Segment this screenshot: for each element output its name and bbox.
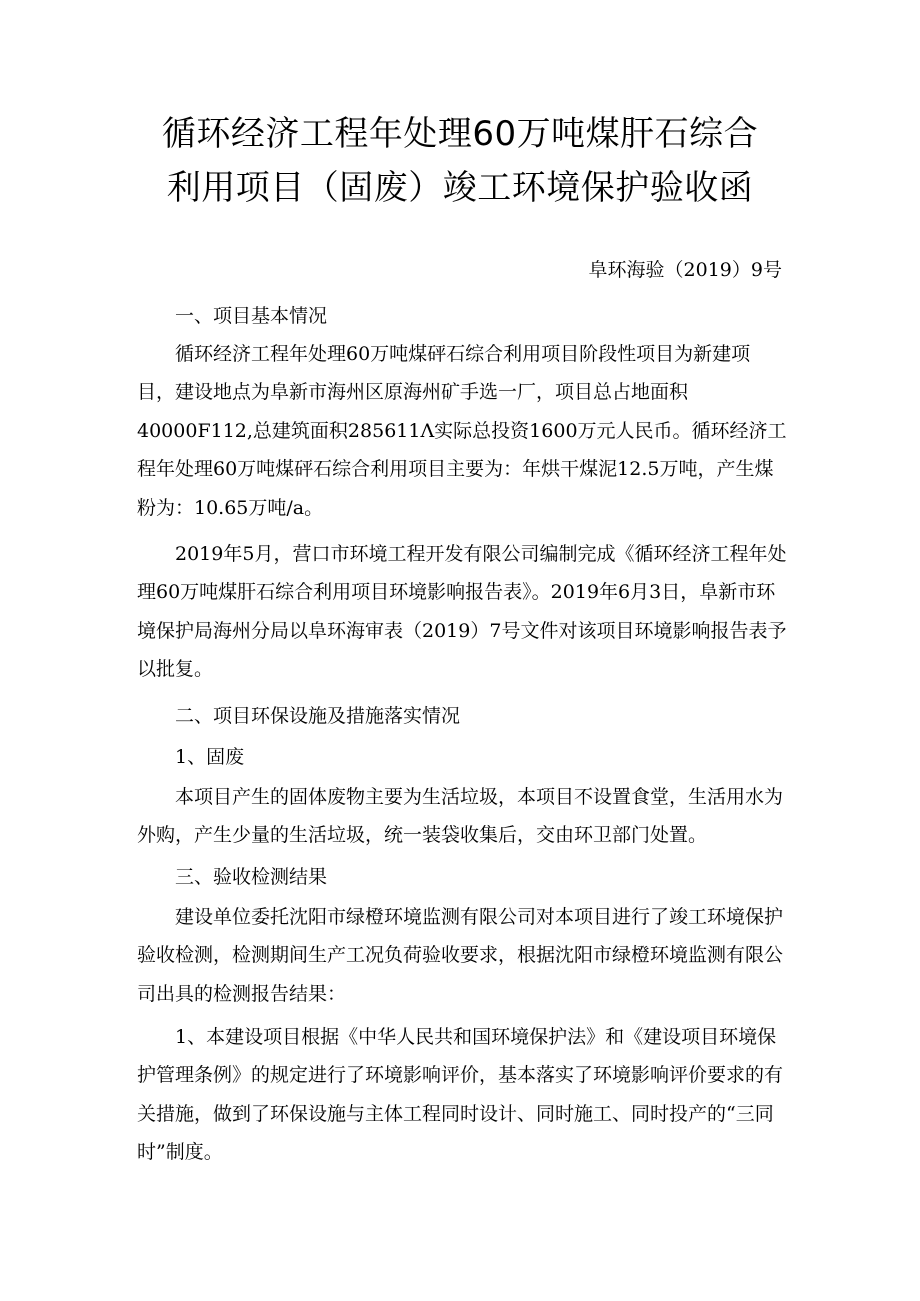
document-title-line-2: 利用项目（固废）竣工环境保护验收函 — [166, 168, 754, 208]
paragraph-monitoring: 建设单位委托沈阳市绿橙环境监测有限公司对本项目进行了竣工环境保护验收检测，检测期间生产工况负荷验收要求，根据沈阳市绿橙环境监测有限公司出具的检测报告结果： — [137, 906, 784, 1005]
document-title-line-1: 循环经济工程年处理60万吨煤肝石综合 — [161, 114, 759, 154]
paragraph-project-overview: 循环经济工程年处理60万吨煤砰石综合利用项目阶段性项目为新建项目，建设地点为阜新市海州区原海州矿手选一厂，项目总占地面积40000F112,总建筑面积285611Λ实际总投资1600万元人民币。循环经济工程年处理60万吨煤砰石综合利用项目主要为：年烘干煤泥12.5万吨，产生煤粉为：10.65万吨/a。 — [137, 343, 787, 519]
document-number: 阜环海验（2019）9号 — [588, 259, 782, 281]
section-heading-env-measures: 二、项目环保设施及措施落实情况 — [175, 705, 461, 727]
paragraph-three-simultaneous: 1、本建设项目根据《中华人民共和国环境保护法》和《建设项目环境保护管理条例》的规定进行了环境影响评价，基本落实了环境影响评价要求的有关措施，做到了环保设施与主体工程同时设计、同时施工、同时投产的“三同时”制度。 — [137, 1026, 784, 1164]
paragraph-eia-approval: 2019年5月，营口市环境工程开发有限公司编制完成《循环经济工程年处理60万吨煤肝石综合利用项目环境影响报告表》。2019年6月3日，阜新市环境保护局海州分局以阜环海审表（2019）7号文件对该项目环境影响报告表予以批复。 — [137, 543, 787, 681]
section-heading-acceptance-results: 三、验收检测结果 — [175, 866, 328, 888]
paragraph-solid-waste: 本项目产生的固体废物主要为生活垃圾，本项目不设置食堂，生活用水为外购，产生少量的生活垃圾，统一装袋收集后，交由环卫部门处置。 — [137, 786, 784, 847]
subsection-heading-solid-waste: 1、固废 — [175, 746, 245, 768]
section-heading-basic-info: 一、项目基本情况 — [175, 305, 328, 327]
